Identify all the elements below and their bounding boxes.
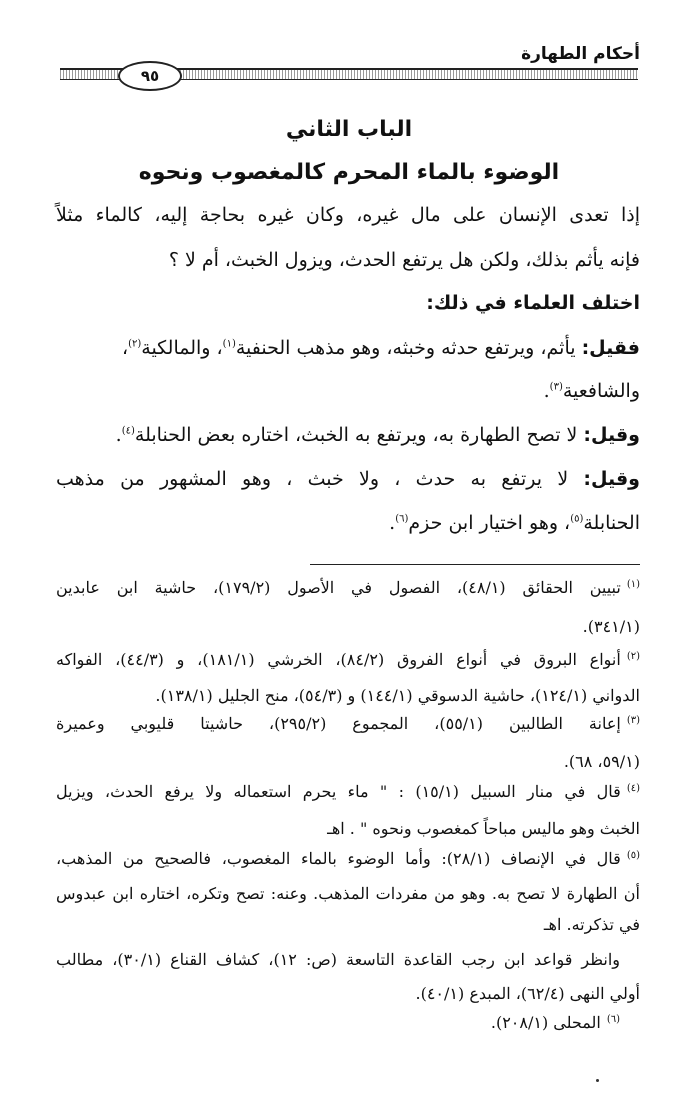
footnote-3-number: (٣)	[626, 714, 641, 726]
footnote-5-line-3: في تذكرته. اهـ	[543, 915, 640, 934]
opinion-1-line-2-text: والشافعية	[562, 380, 640, 402]
opinion-2-lead: وقيل:	[583, 424, 640, 446]
ref-4: (٤)	[121, 425, 135, 437]
footnote-2-line-1	[56, 650, 640, 669]
ref-3: (٣)	[549, 381, 563, 393]
opinion-3-mid: ، وهو اختيار ابن حزم	[408, 512, 571, 534]
footnote-5-line-1	[56, 849, 640, 868]
footnote-4-number: (٤)	[626, 782, 640, 794]
intro-line-1: إذا تعدى الإنسان على مال غيره، وكان غيره بحاجة إليه، كالماء مثلاً	[56, 204, 640, 226]
footnote-5-line-5: أولي النهى (٦٢/٤)، المبدع (٤٠/١).	[415, 984, 640, 1003]
opinion-2-tail: .	[115, 424, 122, 446]
footnote-1-line-1	[56, 578, 640, 597]
opinion-1-mid: ، والمالكية	[141, 337, 223, 359]
opinion-2	[56, 424, 640, 446]
footnote-2-line-2: الدواني (١٢٤/١)، حاشية الدسوقي (١٤٤/١) و (٥٤/٣)، منح الجليل (١٣٨/١).	[155, 686, 640, 705]
ref-5: (٥)	[570, 513, 584, 525]
opinion-3-tail: .	[389, 512, 396, 534]
page-number: ٩٥	[118, 61, 182, 91]
ref-2: (٢)	[128, 338, 142, 350]
footnote-3-text-1: إعانة الطالبين (٥٥/١)، المجموع (٢٩٥/٢)، حاشيتا قليوبي وعميرة	[56, 714, 621, 733]
opinion-3-line-1	[56, 468, 640, 490]
opinion-1-line-2	[56, 380, 640, 402]
footnote-4-line-1	[56, 782, 640, 801]
intro-line-2: فإنه يأثم بذلك، ولكن هل يرتفع الحدث، ويزول الخبث، أم لا ؟	[168, 249, 640, 271]
footnote-5-line-4: وانظر قواعد ابن رجب القاعدة التاسعة (ص: ١٢)، كشاف القناع (٣٠/١)، مطالب	[56, 950, 621, 969]
opinion-3-line-2	[56, 512, 640, 534]
chapter-title: الباب الثاني	[285, 117, 413, 142]
opinion-2-text: لا تصح الطهارة به، ويرتفع به الخبث، اختاره بعض الحنابلة	[134, 424, 578, 446]
ref-6: (٦)	[395, 513, 409, 525]
opinion-1-lead: فقيل:	[581, 337, 640, 359]
opinion-1-line-1	[56, 337, 640, 359]
opinion-1-text: يأثم، ويرتفع حدثه وخبثه، وهو مذهب الحنفية	[235, 337, 576, 359]
footnote-5-text-1: قال في الإنصاف (٢٨/١): وأما الوضوء بالماء المغصوب، فالصحيح من المذهب،	[56, 849, 621, 868]
opinion-1-tail: ،	[121, 337, 129, 359]
footnote-2-text-1: أنواع البروق في أنواع الفروق (٨٤/٢)، الخرشي (١٨١/١)، و (٤٤/٣)، الفواكه	[56, 650, 621, 669]
footnote-4-text-1: قال في منار السبيل (١٥/١) : " ماء يحرم استعماله ولا يرفع الحدث، ويزيل	[56, 782, 621, 801]
footnote-2-number: (٢)	[626, 650, 641, 662]
opinion-1-line-2-tail: .	[543, 380, 550, 402]
footnote-1-number: (١)	[626, 578, 640, 590]
footnote-1-line-2: (٣٤١/١).	[582, 617, 640, 636]
opinion-3-line-2-text: الحنابلة	[583, 512, 640, 534]
footnote-4-line-2: الخبث وهو ماليس مباحاً كمغصوب ونحوه " . اهـ	[327, 819, 640, 838]
opinion-3-lead: وقيل:	[583, 468, 640, 490]
footnote-5-line-2: أن الطهارة لا تصح به. وهو من مفردات المذهب. وعنه: تصح وتكره، اختاره ابن عبدوس	[56, 884, 640, 903]
footnote-6-line-1	[56, 1013, 620, 1032]
footnote-5-number: (٥)	[626, 849, 640, 861]
footnote-3-line-1	[56, 714, 640, 733]
running-title: أحكام الطهارة	[521, 44, 640, 64]
footnote-divider	[310, 564, 640, 565]
chapter-subtitle: الوضوء بالماء المحرم كالمغصوب ونحوه	[138, 160, 560, 185]
section-heading: اختلف العلماء في ذلك:	[426, 292, 640, 314]
opinion-3-text: لا يرتفع به حدث ، ولا خبث ، وهو المشهور من مذهب	[56, 468, 569, 490]
footnote-3-line-2: (٥٩/١، ٦٨).	[563, 752, 640, 771]
footnote-6-text-1: المحلى (٢٠٨/١).	[490, 1013, 601, 1032]
footnote-6-number: (٦)	[606, 1013, 620, 1025]
ref-1: (١)	[222, 338, 236, 350]
footnote-1-text-1: تبيين الحقائق (٤٨/١)، الفصول في الأصول (١٧٩/٢)، حاشية ابن عابدين	[56, 578, 621, 597]
print-speck	[596, 1079, 599, 1082]
